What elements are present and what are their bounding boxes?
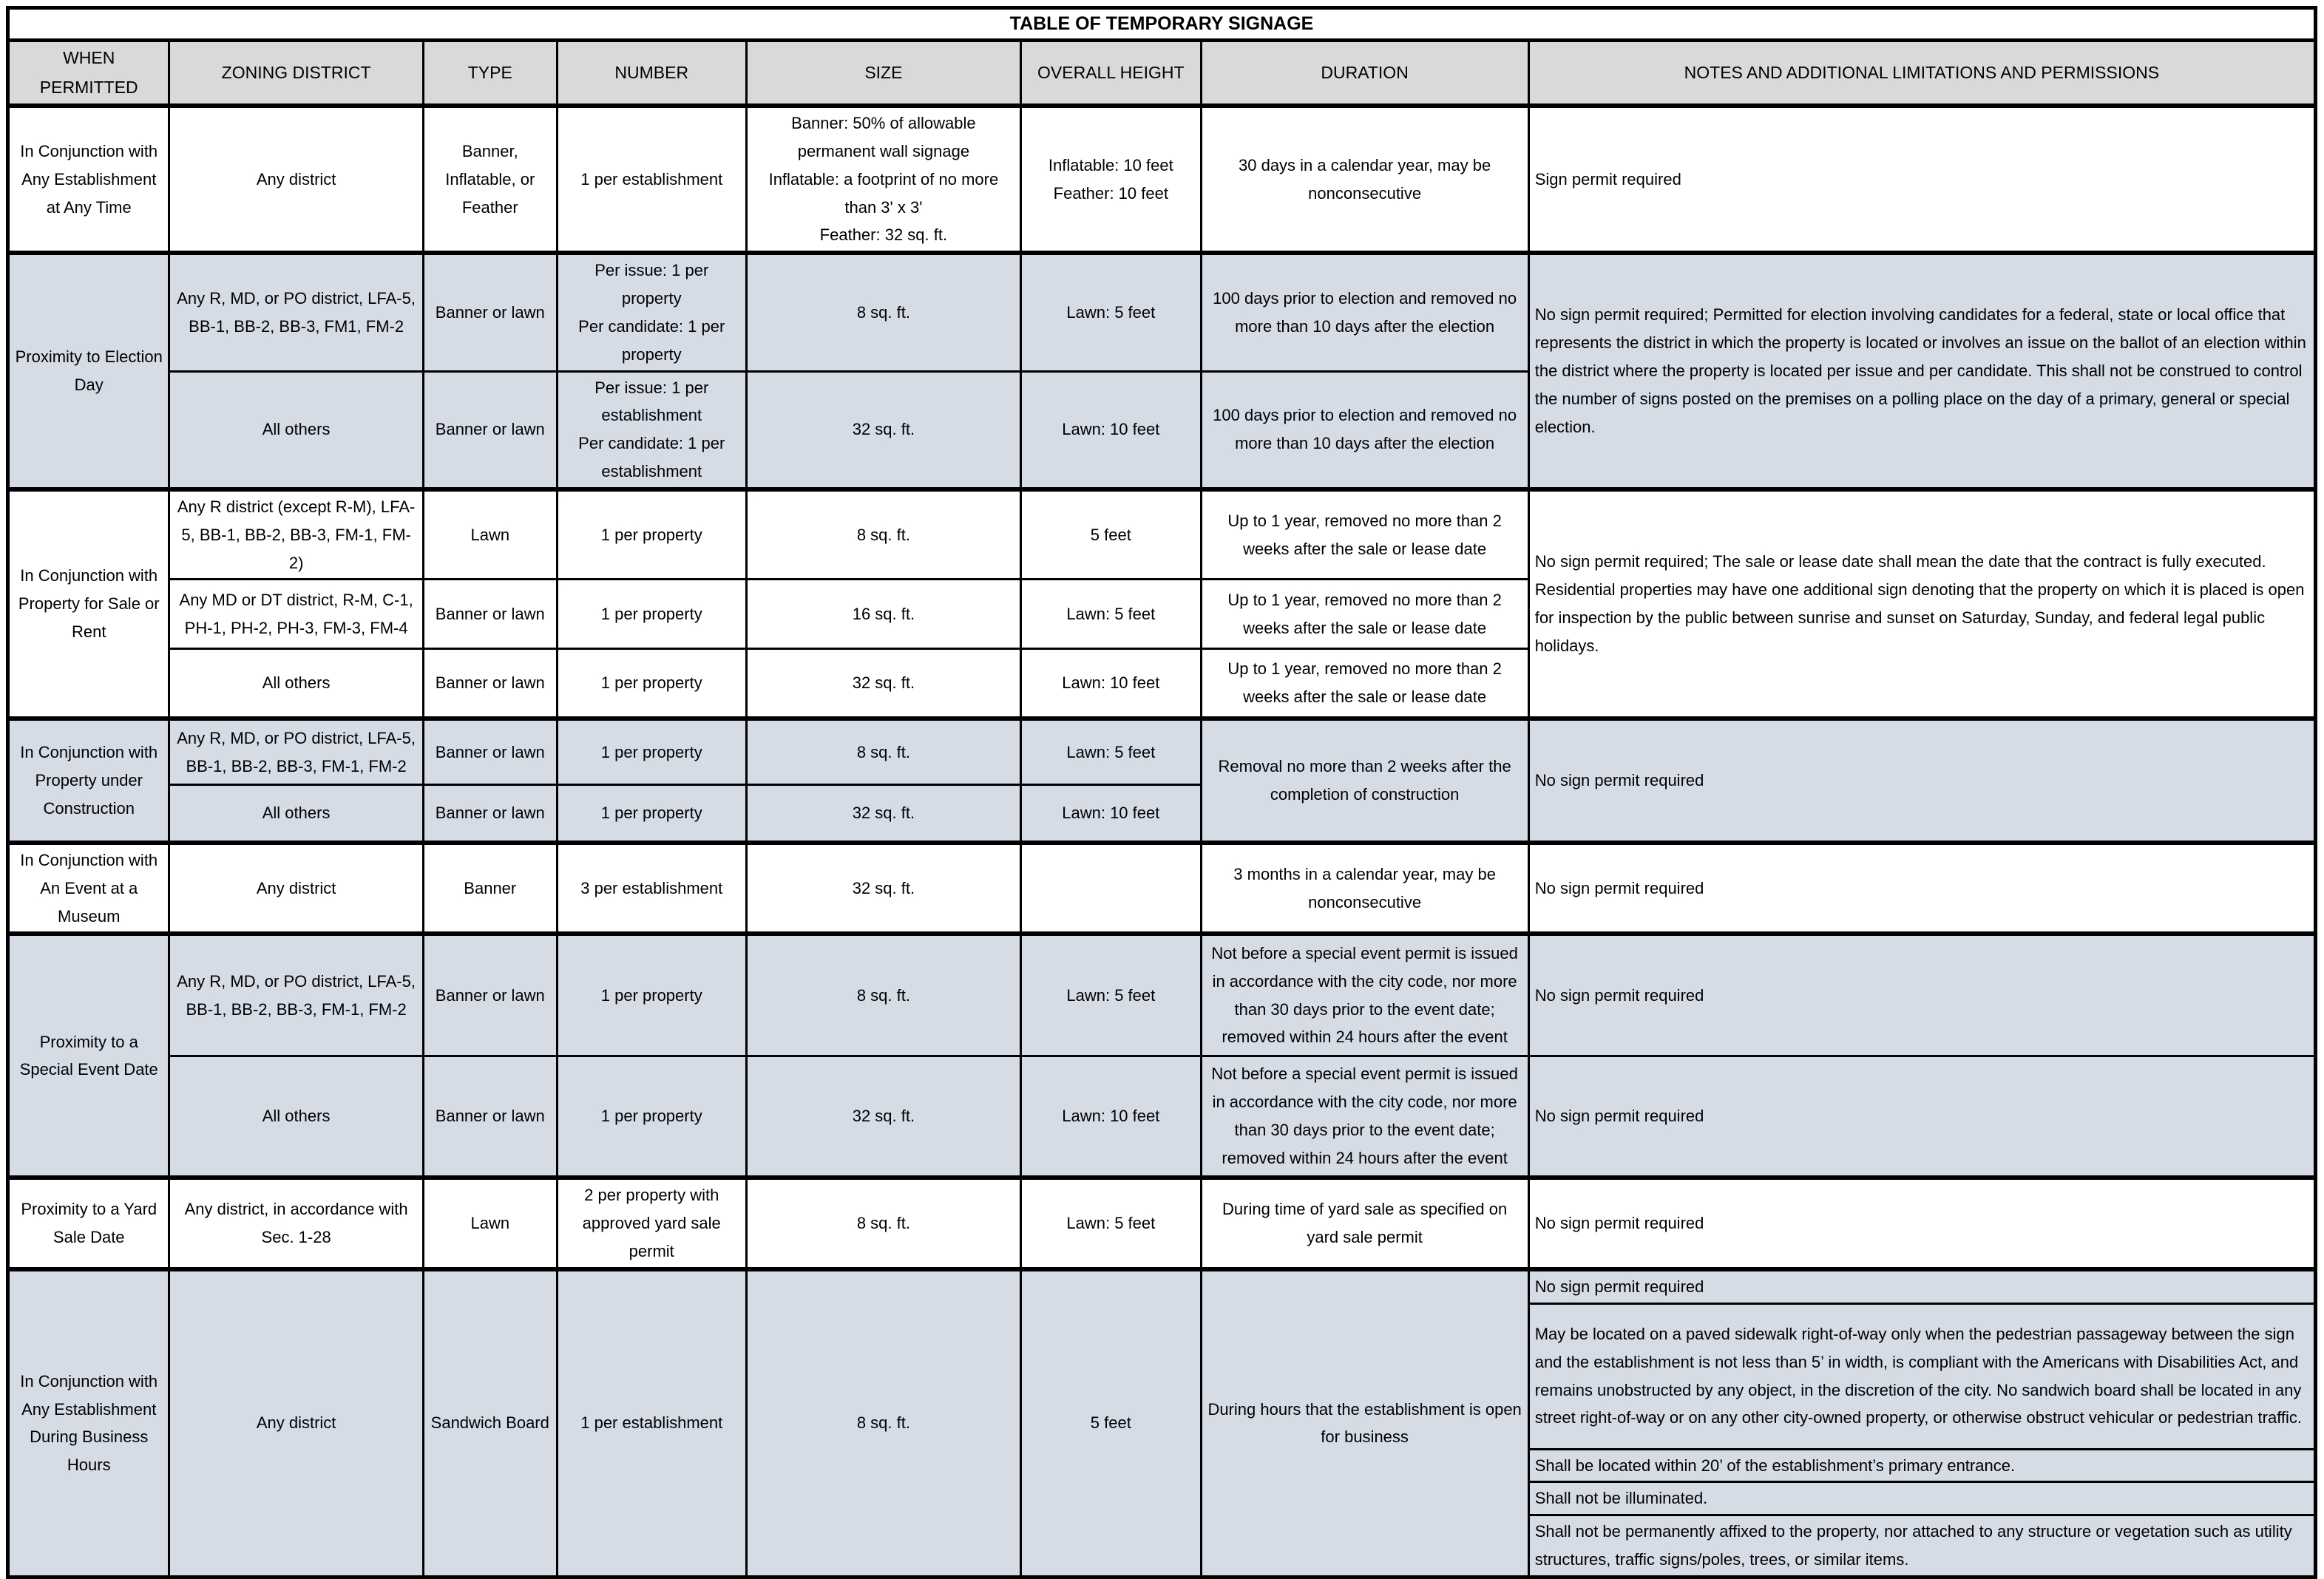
cell-election-sub2-duration: 100 days prior to election and removed no more than 10 days after the election [1201,371,1528,489]
cell-museum-notes: No sign permit required [1528,843,2315,934]
col-header-zoning-district: ZONING DISTRICT [169,41,423,106]
height-inflatable-line: Inflatable: 10 feet [1048,155,1173,174]
cell-election-sub1-height: Lawn: 5 feet [1021,253,1201,371]
cell-special-sub1-zoning: Any R, MD, or PO district, LFA-5, BB-1, BB-2, BB-3, FM-1, FM-2 [169,934,423,1056]
cell-yard-when: Proximity to a Yard Sale Date [8,1178,169,1269]
cell-special-sub2-zoning: All others [169,1056,423,1178]
cell-sandwich-note-affixed: Shall not be permanently affixed to the property, nor attached to any structure or vegetation such as utility structures, traffic signs/poles, trees, or similar items. [1528,1515,2315,1578]
cell-sandwich-when: In Conjunction with Any Establishment During Business Hours [8,1269,169,1578]
cell-museum-when: In Conjunction with An Event at a Museum [8,843,169,934]
cell-anytime-height [1021,106,1201,253]
cell-museum-zoning: Any district [169,843,423,934]
cell-yard-number: 2 per property with approved yard sale permit [557,1178,746,1269]
cell-construction-notes: No sign permit required [1528,719,2315,843]
cell-yard-zoning: Any district, in accordance with Sec. 1-28 [169,1178,423,1269]
cell-special-sub1-number: 1 per property [557,934,746,1056]
cell-museum-size: 32 sq. ft. [746,843,1020,934]
height-feather-line: Feather: 10 feet [1053,183,1168,203]
cell-special-sub2-type: Banner or lawn [423,1056,557,1178]
cell-sale-sub2-zoning: Any MD or DT district, R-M, C-1, PH-1, PH-2, PH-3, FM-3, FM-4 [169,580,423,649]
cell-special-sub1-type: Banner or lawn [423,934,557,1056]
cell-election-sub2-zoning: All others [169,371,423,489]
cell-museum-number: 3 per establishment [557,843,746,934]
cell-sandwich-height: 5 feet [1021,1269,1201,1578]
cell-sandwich-note-entrance: Shall be located within 20’ of the establishment’s primary entrance. [1528,1449,2315,1482]
cell-sandwich-type: Sandwich Board [423,1269,557,1578]
cell-special-sub2-duration: Not before a special event permit is issued in accordance with the city code, nor more than 30 days prior to the event date; removed within 24 hours after the event [1201,1056,1528,1178]
cell-election-sub1-size: 8 sq. ft. [746,253,1020,371]
cell-construction-sub2-zoning: All others [169,785,423,843]
cell-sandwich-note-illuminated: Shall not be illuminated. [1528,1482,2315,1515]
cell-sale-sub3-duration: Up to 1 year, removed no more than 2 weeks after the sale or lease date [1201,649,1528,719]
cell-election-sub2-size: 32 sq. ft. [746,371,1020,489]
cell-sandwich-zoning: Any district [169,1269,423,1578]
cell-construction-sub2-size: 32 sq. ft. [746,785,1020,843]
cell-museum-height [1021,843,1201,934]
cell-sale-sub1-size: 8 sq. ft. [746,489,1020,580]
cell-election-when: Proximity to Election Day [8,253,169,489]
cell-anytime-type: Banner, Inflatable, or Feather [423,106,557,253]
cell-construction-sub2-number: 1 per property [557,785,746,843]
cell-sale-sub1-duration: Up to 1 year, removed no more than 2 weeks after the sale or lease date [1201,489,1528,580]
number-per-issue-line: Per issue: 1 per property [594,261,709,308]
cell-yard-size: 8 sq. ft. [746,1178,1020,1269]
cell-election-sub1-number [557,253,746,371]
temporary-signage-table [6,6,2317,1579]
cell-special-when: Proximity to a Special Event Date [8,934,169,1178]
cell-sale-sub3-type: Banner or lawn [423,649,557,719]
cell-construction-sub1-zoning: Any R, MD, or PO district, LFA-5, BB-1, BB-2, BB-3, FM-1, FM-2 [169,719,423,785]
col-header-number: NUMBER [557,41,746,106]
cell-anytime-size [746,106,1020,253]
cell-museum-type: Banner [423,843,557,934]
size-inflatable-line: Inflatable: a footprint of no more than 3' x 3' [768,169,999,217]
cell-sale-when: In Conjunction with Property for Sale or Rent [8,489,169,719]
cell-construction-sub1-size: 8 sq. ft. [746,719,1020,785]
cell-election-notes: No sign permit required; Permitted for election involving candidates for a federal, state or local office that represents the district in which the property is located or involves an issue on the ballot of an election within the district where the property is located per issue and per candidate. This shall not be construed to control the number of signs posted on the premises on a polling place on the day of a primary, general or special election. [1528,253,2315,489]
cell-special-sub1-height: Lawn: 5 feet [1021,934,1201,1056]
cell-election-sub2-height: Lawn: 10 feet [1021,371,1201,489]
cell-sale-sub3-height: Lawn: 10 feet [1021,649,1201,719]
cell-special-sub1-size: 8 sq. ft. [746,934,1020,1056]
cell-anytime-duration: 30 days in a calendar year, may be nonconsecutive [1201,106,1528,253]
col-header-type: TYPE [423,41,557,106]
cell-election-sub1-type: Banner or lawn [423,253,557,371]
cell-election-sub1-duration: 100 days prior to election and removed no more than 10 days after the election [1201,253,1528,371]
cell-sale-sub2-duration: Up to 1 year, removed no more than 2 weeks after the sale or lease date [1201,580,1528,649]
size-feather-line: Feather: 32 sq. ft. [819,225,948,245]
cell-election-sub2-type: Banner or lawn [423,371,557,489]
cell-sandwich-duration: During hours that the establishment is open for business [1201,1269,1528,1578]
cell-construction-when: In Conjunction with Property under Construction [8,719,169,843]
cell-sale-notes: No sign permit required; The sale or lease date shall mean the date that the contract is fully executed. Residential properties may have one additional sign denoting that the property on which it is placed is open for inspection by the public between sunrise and sunset on Saturday, Sunday, and federal legal public holidays. [1528,489,2315,719]
cell-sale-sub3-size: 32 sq. ft. [746,649,1020,719]
cell-construction-sub1-height: Lawn: 5 feet [1021,719,1201,785]
cell-election-sub1-zoning: Any R, MD, or PO district, LFA-5, BB-1, BB-2, BB-3, FM1, FM-2 [169,253,423,371]
cell-sale-sub1-type: Lawn [423,489,557,580]
number-per-candidate-line: Per candidate: 1 per property [578,316,725,364]
cell-sale-sub2-type: Banner or lawn [423,580,557,649]
cell-special-sub2-height: Lawn: 10 feet [1021,1056,1201,1178]
cell-construction-sub2-height: Lawn: 10 feet [1021,785,1201,843]
cell-special-sub2-number: 1 per property [557,1056,746,1178]
cell-sale-sub2-size: 16 sq. ft. [746,580,1020,649]
col-header-overall-height: OVERALL HEIGHT [1021,41,1201,106]
cell-sandwich-note-sidewalk: May be located on a paved sidewalk right-of-way only when the pedestrian passageway between the sign and the establishment is not less than 5’ in width, is compliant with the Americans with Disabilities Act, and remains unobstructed by any object, in the discretion of the city. No sandwich board shall be located in any street right-of-way or on any other city-owned property, or otherwise obstruct vehicular or pedestrian traffic. [1528,1303,2315,1449]
cell-sale-sub1-zoning: Any R district (except R-M), LFA-5, BB-1, BB-2, BB-3, FM-1, FM-2) [169,489,423,580]
cell-special-sub2-size: 32 sq. ft. [746,1056,1020,1178]
cell-special-sub1-notes: No sign permit required [1528,934,2315,1056]
cell-construction-duration: Removal no more than 2 weeks after the completion of construction [1201,719,1528,843]
cell-anytime-notes: Sign permit required [1528,106,2315,253]
cell-anytime-when: In Conjunction with Any Establishment at Any Time [8,106,169,253]
col-header-notes: NOTES AND ADDITIONAL LIMITATIONS AND PERMISSIONS [1528,41,2315,106]
cell-museum-duration: 3 months in a calendar year, may be nonconsecutive [1201,843,1528,934]
cell-sandwich-number: 1 per establishment [557,1269,746,1578]
cell-construction-sub1-number: 1 per property [557,719,746,785]
cell-yard-height: Lawn: 5 feet [1021,1178,1201,1269]
cell-sandwich-size: 8 sq. ft. [746,1269,1020,1578]
table-title: TABLE OF TEMPORARY SIGNAGE [8,8,2316,41]
cell-construction-sub1-type: Banner or lawn [423,719,557,785]
cell-sale-sub3-number: 1 per property [557,649,746,719]
cell-construction-sub2-type: Banner or lawn [423,785,557,843]
cell-yard-notes: No sign permit required [1528,1178,2315,1269]
cell-anytime-zoning: Any district [169,106,423,253]
cell-special-sub2-notes: No sign permit required [1528,1056,2315,1178]
cell-sale-sub1-height: 5 feet [1021,489,1201,580]
size-banner-line: Banner: 50% of allowable permanent wall signage [791,114,976,160]
number-per-issue-line: Per issue: 1 per establishment [594,378,709,425]
col-header-size: SIZE [746,41,1020,106]
cell-sale-sub2-number: 1 per property [557,580,746,649]
col-header-duration: DURATION [1201,41,1528,106]
cell-yard-type: Lawn [423,1178,557,1269]
cell-sale-sub1-number: 1 per property [557,489,746,580]
cell-sale-sub3-zoning: All others [169,649,423,719]
cell-sandwich-note-permit: No sign permit required [1528,1269,2315,1303]
col-header-when-permitted: WHEN PERMITTED [8,41,169,106]
number-per-candidate-line: Per candidate: 1 per establishment [578,434,725,481]
cell-election-sub2-number [557,371,746,489]
cell-special-sub1-duration: Not before a special event permit is issued in accordance with the city code, nor more than 30 days prior to the event date; removed within 24 hours after the event [1201,934,1528,1056]
cell-sale-sub2-height: Lawn: 5 feet [1021,580,1201,649]
cell-yard-duration: During time of yard sale as specified on yard sale permit [1201,1178,1528,1269]
cell-anytime-number: 1 per establishment [557,106,746,253]
